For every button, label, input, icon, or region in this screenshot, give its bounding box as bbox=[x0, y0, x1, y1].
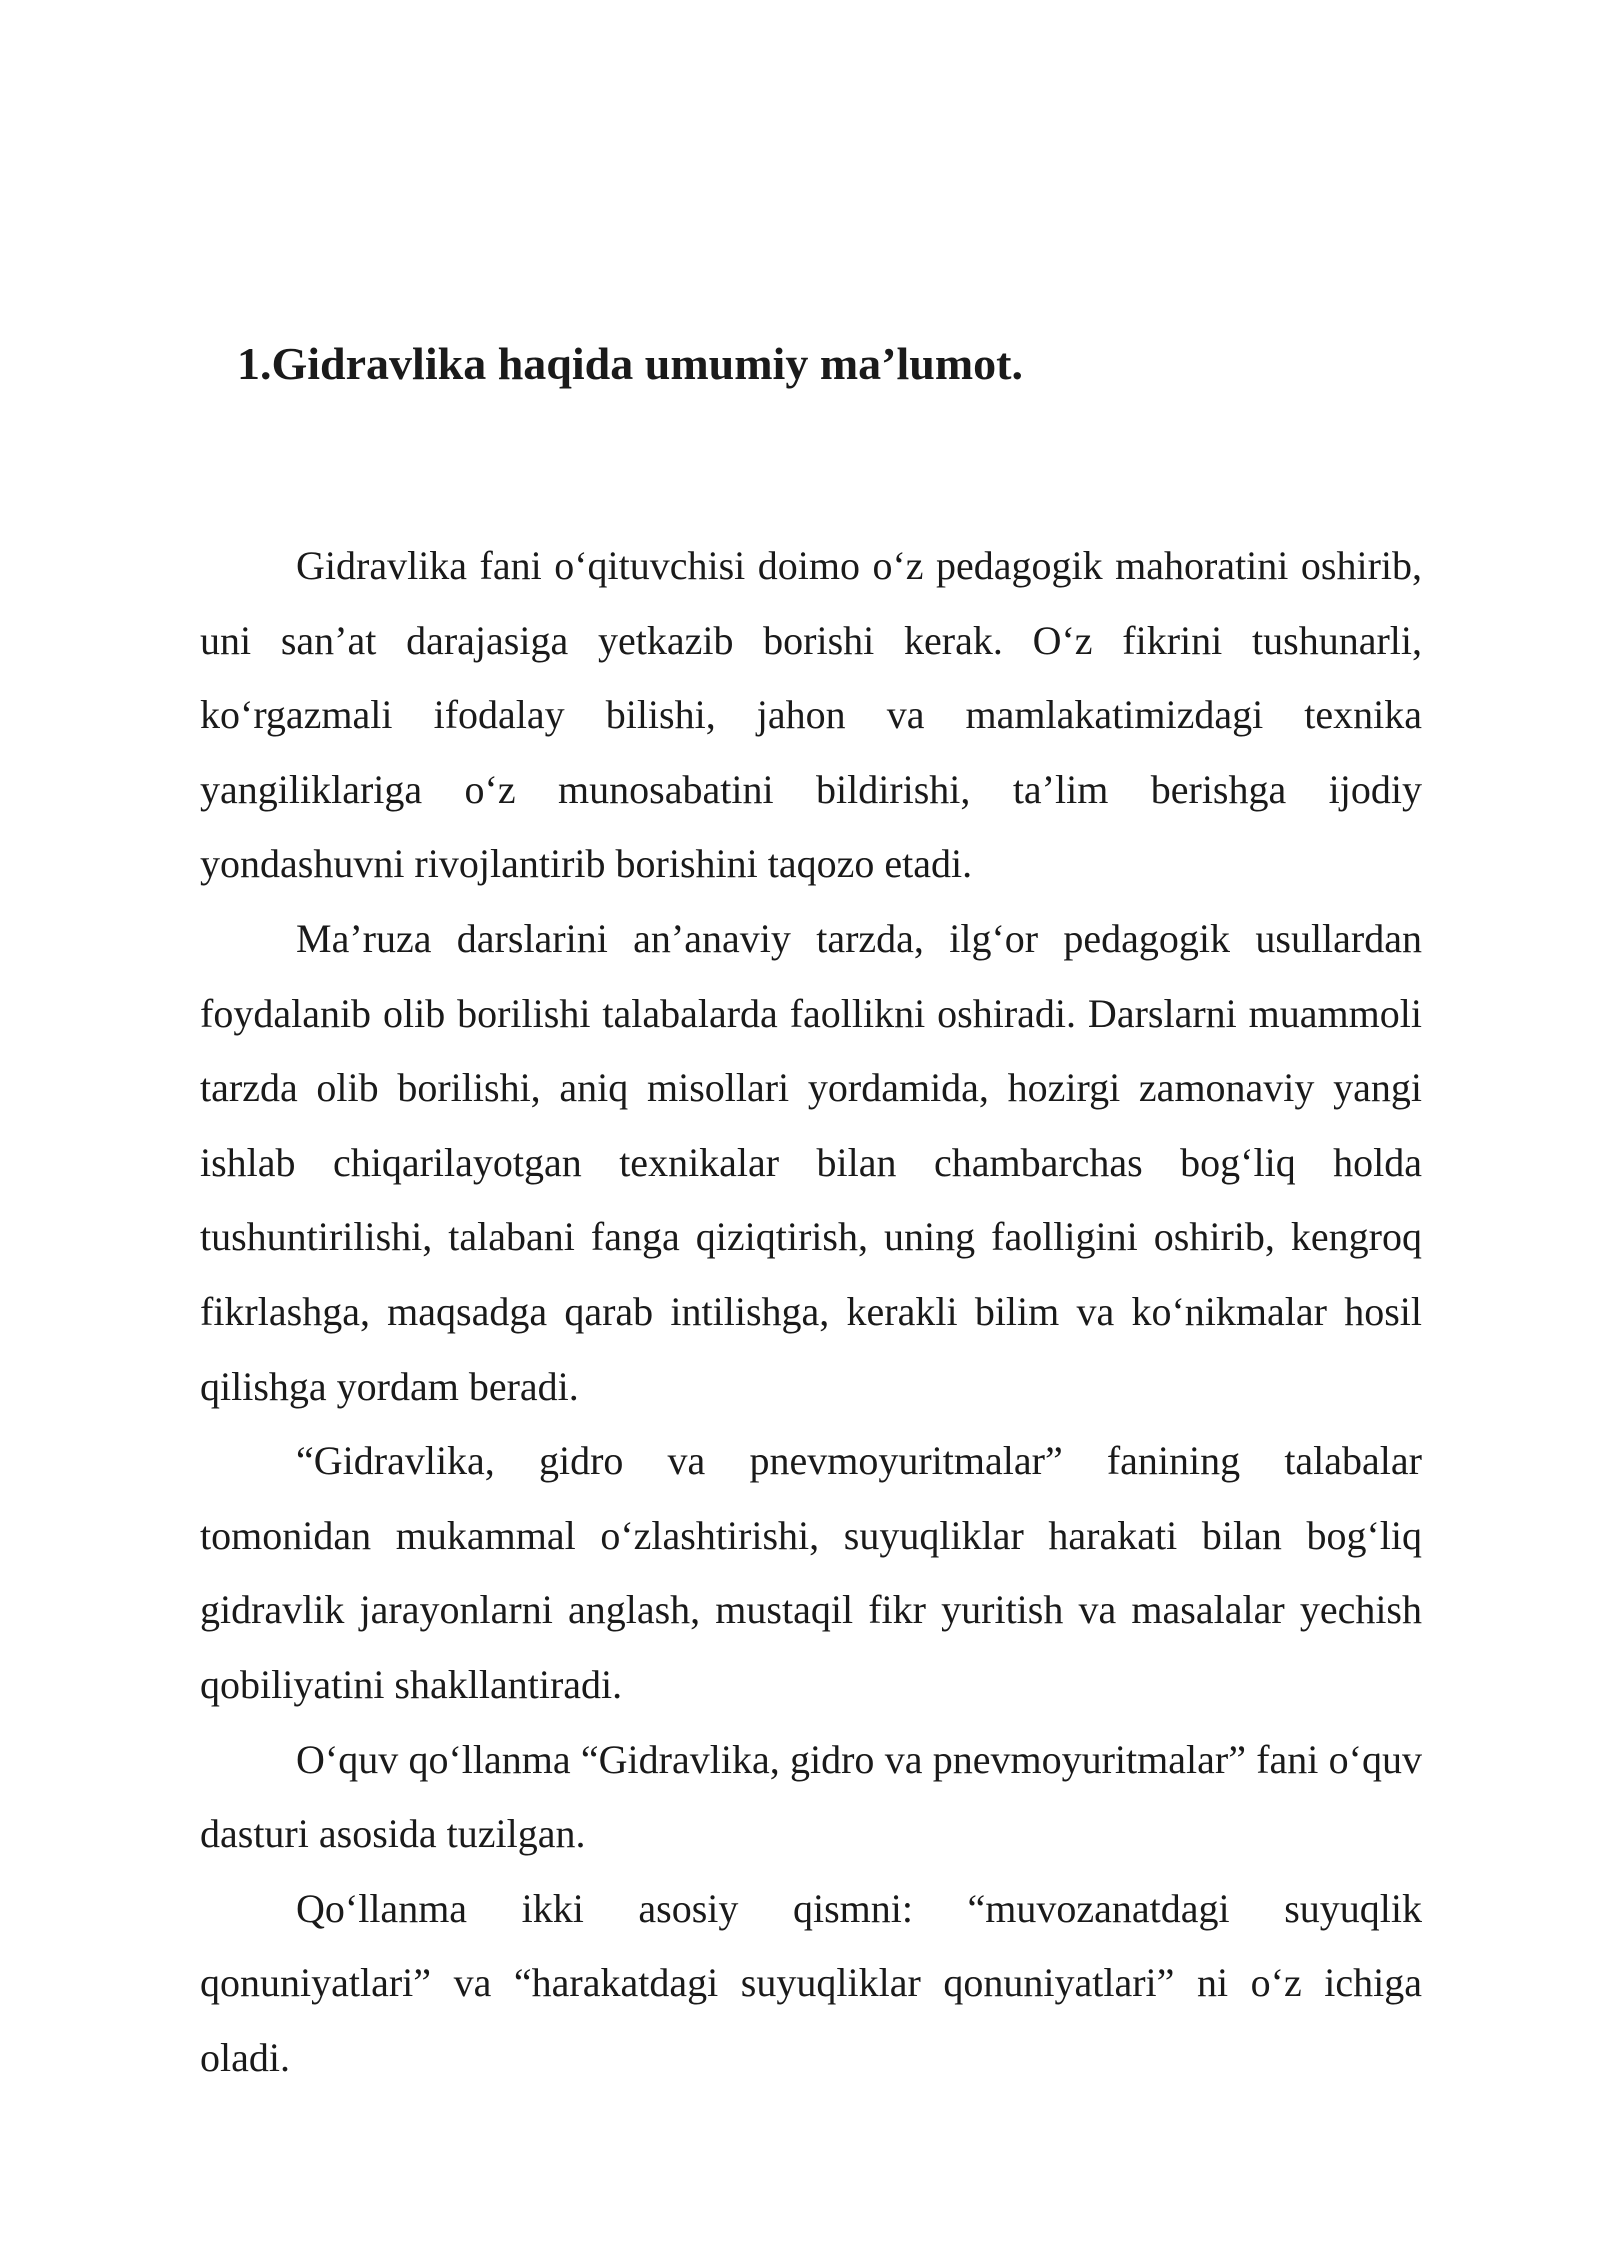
paragraph-1: Gidravlika fani o‘qituvchisi doimo o‘z pedagogik mahoratini oshirib, uni san’at darajasiga yetkazib borishi kerak. O‘z fikrini tushunarli, ko‘rgazmali ifodalay bilishi, jahon va mamlakatimizdagi texnika yangiliklariga o‘z munosabatini bildirishi, ta’lim berishga ijodiy yondashuvni rivojlantirib borishini taqozo etadi. bbox=[200, 543, 1422, 887]
paragraph-3: “Gidravlika, gidro va pnevmoyuritmalar” fanining talabalar tomonidan mukammal o‘zlashtirishi, suyuqliklar harakati bilan bog‘liq gidravlik jarayonlarni anglash, mustaqil fikr yuritish va masalalar yechish qobiliyatini shakllantiradi. bbox=[200, 1438, 1422, 1707]
paragraph-5: Qo‘llanma ikki asosiy qismni: “muvozanatdagi suyuqlik qonuniyatlari” va “harakatdagi suyuqliklar qonuniyatlari” ni o‘z ichiga oladi. bbox=[200, 1885, 1422, 2080]
paragraph-2: Ma’ruza darslarini an’anaviy tarzda, ilg‘or pedagogik usullardan foydalanib olib borilishi talabalarda faollikni oshiradi. Darslarni muammoli tarzda olib borilishi, aniq misollari yordamida, hozirgi zamonaviy yangi ishlab chiqarilayotgan texnikalar bilan chambarchas bog‘liq holda tushuntirilishi, talabani fanga qiziqtirish, uning faolligini oshirib, kengroq fikrlashga, maqsadga qarab intilishga, kerakli bilim va ko‘nikmalar hosil qilishga yordam beradi. bbox=[200, 915, 1422, 1409]
body-text bbox=[200, 529, 1422, 2095]
section-heading: 1.Gidravlika haqida umumiy ma’lumot. bbox=[237, 338, 1023, 389]
paragraph-4: O‘quv qo‘llanma “Gidravlika, gidro va pnevmoyuritmalar” fani o‘quv dasturi asosida tuzilgan. bbox=[200, 1736, 1422, 1857]
